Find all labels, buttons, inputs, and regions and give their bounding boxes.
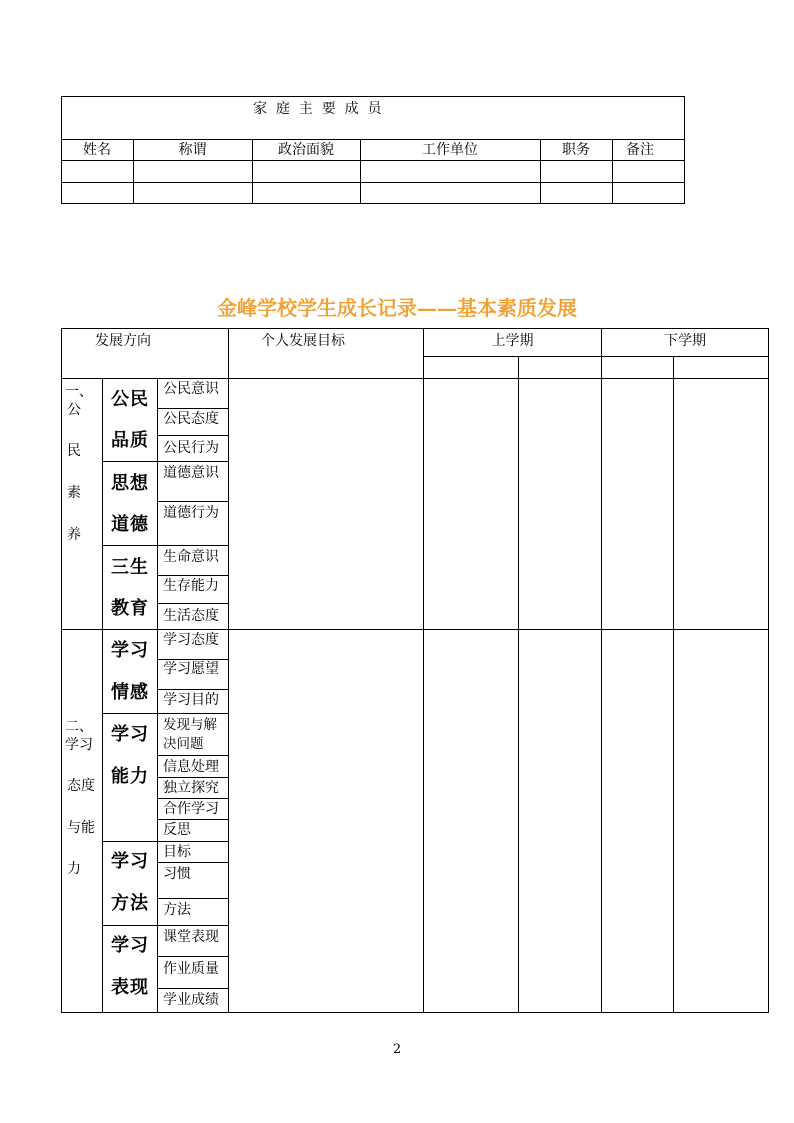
growth-record-title: 金峰学校学生成长记录——基本素质发展 xyxy=(217,296,577,320)
item-civic-awareness: 公民意识 xyxy=(163,381,219,397)
group-name-line: 公民 xyxy=(111,389,149,410)
section-label-line: 学习 xyxy=(65,737,93,753)
item-independent-inquiry: 独立探究 xyxy=(163,780,219,796)
family-header-relation: 称谓 xyxy=(178,142,207,158)
group-name-line: 方法 xyxy=(111,893,149,914)
group-learning-method xyxy=(111,852,149,872)
item-info-processing: 信息处理 xyxy=(163,759,219,775)
group-name-line: 学习 xyxy=(111,724,149,745)
item-homework-quality: 作业质量 xyxy=(163,961,219,977)
item-civic-behavior: 公民行为 xyxy=(163,440,219,456)
section-label-line: 二、 xyxy=(65,719,93,735)
item-problem-solving: 发现与解决问题 xyxy=(163,717,217,752)
section-label-line: 民 xyxy=(67,443,81,459)
section-label-line: 养 xyxy=(67,527,81,543)
item-goal: 目标 xyxy=(163,844,191,860)
family-header-position: 职务 xyxy=(562,142,590,158)
group-civic-quality xyxy=(111,431,149,451)
group-learning-ability xyxy=(111,725,149,745)
group-name-line: 思想 xyxy=(111,473,149,494)
family-header-workplace: 工作单位 xyxy=(422,142,478,158)
section-label-line: 力 xyxy=(67,861,81,877)
group-learning-emotion xyxy=(111,683,149,703)
group-moral xyxy=(111,515,149,535)
group-name-line: 教育 xyxy=(111,598,149,619)
group-learning-ability xyxy=(111,767,149,787)
section-label-line: 一、 xyxy=(65,384,93,400)
page-number: 2 xyxy=(392,1042,402,1057)
item-academic-results: 学业成绩 xyxy=(163,992,219,1008)
header-term-2: 下学期 xyxy=(664,333,706,349)
item-survival-ability: 生存能力 xyxy=(163,578,219,594)
group-name-line: 情感 xyxy=(111,682,149,703)
group-name-line: 表现 xyxy=(111,977,149,998)
group-name-line: 道德 xyxy=(111,514,149,535)
group-learning-emotion xyxy=(111,641,149,661)
section-label-line: 态度 xyxy=(67,778,95,794)
item-habit: 习惯 xyxy=(163,866,191,882)
section-label-line: 与能 xyxy=(67,820,95,836)
item-cooperative-learning: 合作学习 xyxy=(163,801,219,817)
family-header-name: 姓名 xyxy=(83,142,111,158)
group-learning-method xyxy=(111,894,149,914)
family-table-title: 家 庭 主 要 成 员 xyxy=(253,101,382,117)
item-moral-awareness: 道德意识 xyxy=(163,465,219,481)
group-three-life xyxy=(111,558,149,578)
item-civic-attitude: 公民态度 xyxy=(163,411,219,427)
item-moral-behavior: 道德行为 xyxy=(163,505,219,521)
item-class-performance: 课堂表现 xyxy=(163,929,219,945)
family-header-notes: 备注 xyxy=(626,142,654,158)
item-reflection: 反思 xyxy=(163,822,191,838)
group-three-life xyxy=(111,599,149,619)
group-learning-performance xyxy=(111,978,149,998)
header-term-1: 上学期 xyxy=(491,333,534,349)
family-header-political: 政治面貌 xyxy=(278,142,334,158)
group-name-line: 学习 xyxy=(111,640,149,661)
group-name-line: 品质 xyxy=(111,430,149,451)
group-civic-quality xyxy=(111,390,149,410)
group-name-line: 能力 xyxy=(111,766,149,787)
group-name-line: 学习 xyxy=(111,851,149,872)
item-life-attitude: 生活态度 xyxy=(163,608,219,624)
group-moral xyxy=(111,474,149,494)
section-label-line: 公 xyxy=(67,402,81,418)
item-life-awareness: 生命意识 xyxy=(163,549,219,565)
item-learning-purpose: 学习目的 xyxy=(163,692,219,708)
group-name-line: 学习 xyxy=(111,935,149,956)
header-personal-goal: 个人发展目标 xyxy=(261,333,345,349)
item-method: 方法 xyxy=(163,902,191,918)
section-label-line: 素 xyxy=(67,485,81,501)
group-learning-performance xyxy=(111,936,149,956)
header-direction: 发展方向 xyxy=(95,333,151,349)
item-learning-desire: 学习愿望 xyxy=(163,661,219,677)
group-name-line: 三生 xyxy=(111,557,149,578)
item-learning-attitude: 学习态度 xyxy=(163,632,219,648)
